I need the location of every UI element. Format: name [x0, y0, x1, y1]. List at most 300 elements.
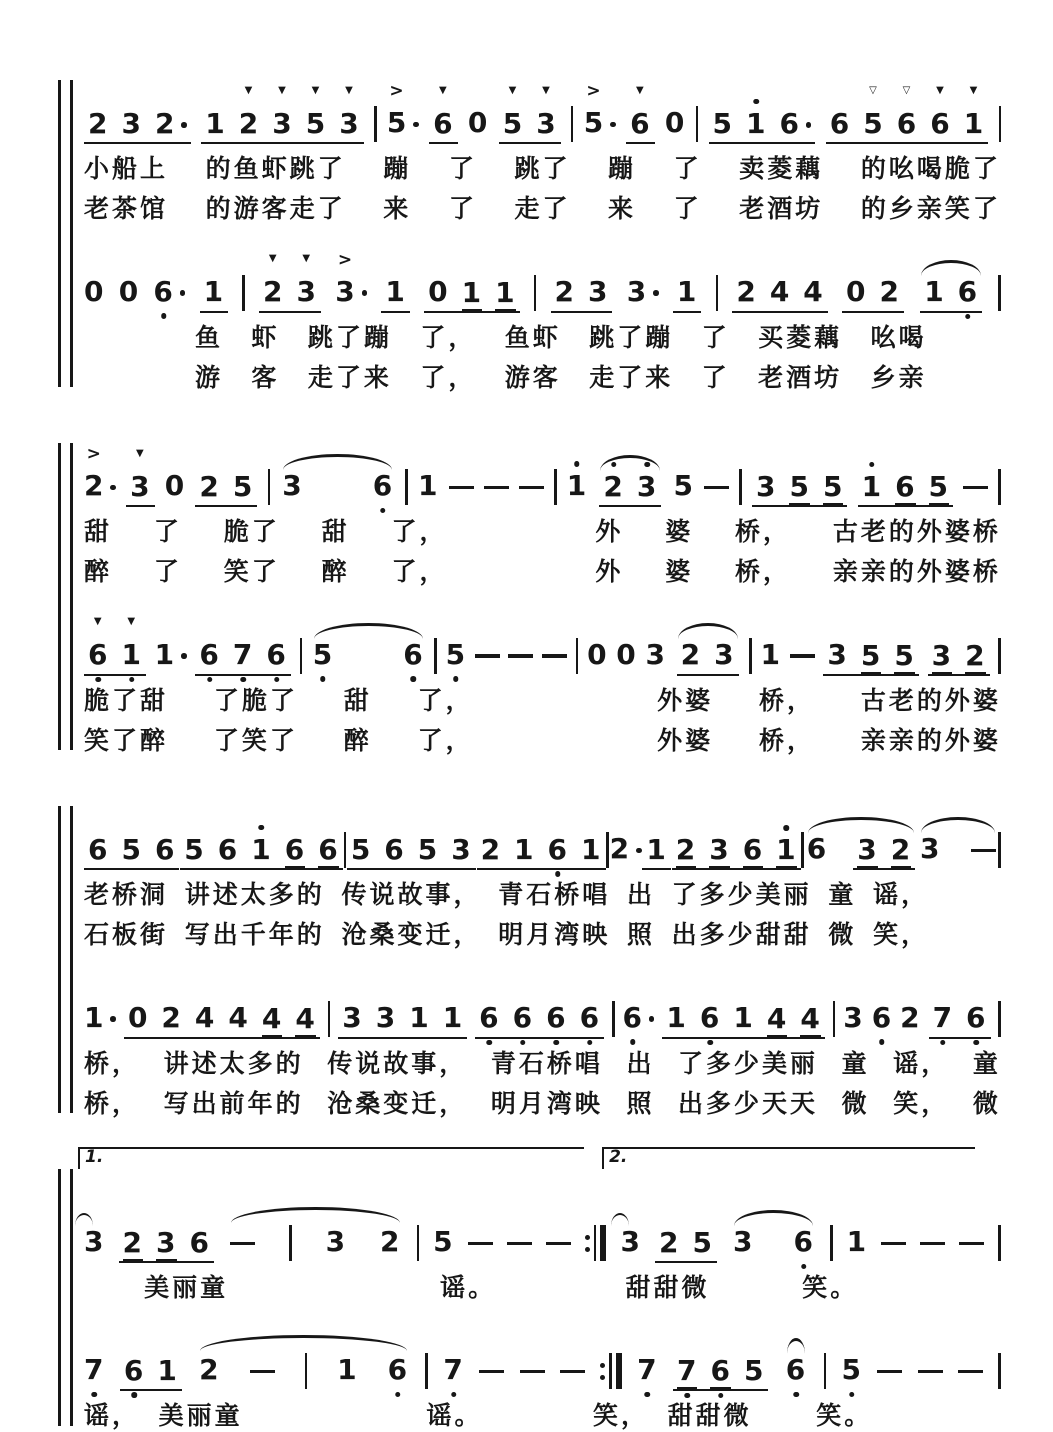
note-digit: 3 [282, 469, 303, 502]
note [372, 469, 394, 507]
lyric-syllable: 醉 [84, 557, 113, 587]
note [385, 275, 406, 311]
barline [576, 638, 579, 674]
dash-sustain [508, 654, 533, 658]
note-digit: 2 [680, 638, 702, 671]
note-digit: 5 [692, 1225, 713, 1259]
note [827, 638, 848, 674]
note [806, 832, 828, 870]
note-digit: 1 [862, 473, 882, 501]
lyric-syllable: 桥， [735, 557, 792, 587]
barline [374, 106, 377, 142]
repeat-dot-icon [585, 1247, 590, 1252]
note-digit: 1 [417, 469, 439, 502]
note-digit: 1 [776, 836, 796, 864]
lyric-spacer [946, 919, 1001, 920]
note [920, 832, 941, 870]
lyric-spacer [955, 322, 1001, 323]
slur-span [918, 832, 997, 870]
note [199, 638, 220, 674]
note-digit: 1 [157, 1353, 178, 1387]
lyric-syllable: 传说故事， [341, 880, 482, 909]
augmentation-dot-icon [610, 122, 616, 128]
octave-dot-below-icon [395, 1392, 401, 1398]
volta-bracket-1 [78, 1147, 584, 1169]
note-digit: 3 [342, 1001, 363, 1034]
lyric-syllable: 游 [194, 362, 223, 392]
lyric-syllable: 了， [417, 725, 474, 755]
note [122, 1226, 144, 1261]
note-digit: 1 [514, 832, 535, 866]
dash-sustain [881, 1242, 906, 1246]
note-digit: 3 ▼ [272, 84, 293, 140]
note [637, 1353, 658, 1391]
system-4 [84, 1145, 1001, 1432]
octave-dot-below-icon [554, 1040, 560, 1046]
lyrics-line [84, 919, 1001, 950]
note-digit: 3 [156, 1226, 177, 1259]
lyric-syllable: 外 [595, 517, 624, 546]
note-digit: 1 [409, 1001, 430, 1034]
lyric-syllable: 脆了 [223, 517, 280, 546]
note-digit: 3 [755, 469, 777, 503]
note [676, 1354, 698, 1389]
octave-dot-above-icon [753, 99, 759, 105]
note [636, 469, 658, 506]
note [164, 469, 186, 507]
staccato-mark-icon: ▼ [969, 84, 979, 96]
note [581, 832, 602, 869]
note-digit: 2 ▼ [238, 84, 260, 140]
note [603, 469, 624, 506]
volta-label: 2. [609, 1147, 628, 1167]
beam-group [195, 469, 257, 508]
note [963, 84, 985, 143]
lyric-syllable: 了 [448, 154, 477, 183]
lyric-spacer [84, 322, 167, 323]
note [295, 1001, 316, 1037]
note-digit: 2 [675, 833, 697, 866]
barline [998, 275, 1001, 311]
note [282, 469, 303, 507]
octave-dot-below-icon [274, 677, 280, 683]
score [84, 56, 1001, 1432]
barline [824, 1353, 827, 1389]
dash-sustain [790, 654, 815, 658]
note-digit: 3 [645, 637, 666, 671]
dash-sustain [560, 1370, 585, 1374]
lyrics-line [84, 1048, 1001, 1079]
system-3 [84, 782, 1001, 1119]
note-digit: 2 [554, 275, 575, 308]
note-digit: 1 [251, 836, 271, 864]
note-digit: 6 [622, 1004, 642, 1032]
note-digit: 5 [894, 638, 915, 672]
system-2 [84, 419, 1001, 756]
note-digit: 1 [495, 275, 516, 309]
octave-dot-below-icon [718, 1393, 724, 1399]
note [793, 1225, 814, 1263]
note-digit: 6 [88, 832, 109, 866]
note [547, 832, 569, 869]
lyric-syllable: 外婆 [657, 725, 714, 755]
repeat-thick-bar [600, 1225, 606, 1261]
note [154, 637, 187, 676]
lyric-spacer [84, 362, 167, 363]
note-digit: 0 [118, 274, 140, 308]
dash-sustain [542, 654, 567, 658]
dash-sustain [920, 1242, 945, 1246]
lyric-syllable: 了， [420, 322, 477, 352]
note [84, 1000, 116, 1039]
note [384, 832, 405, 869]
note [512, 1001, 534, 1037]
barline [268, 469, 271, 505]
system-1 [84, 56, 1001, 393]
note-digit: 5 > [386, 81, 408, 139]
octave-dot-below-icon [451, 1392, 457, 1398]
note-digit: 6 [199, 641, 219, 669]
octave-dot-below-icon [645, 1392, 651, 1398]
note-digit: 5 [232, 469, 254, 503]
note [712, 106, 733, 143]
note [199, 1353, 220, 1391]
lyric-syllable: 亲亲的外婆 [860, 725, 1001, 755]
lyric-syllable: 桥， [735, 517, 792, 546]
note [88, 832, 109, 869]
staccato-mark-icon: ▼ [244, 84, 254, 96]
lyric-spacer [520, 685, 612, 686]
beam-group [677, 638, 739, 676]
note-digit: 3 [733, 1225, 754, 1258]
repeat-dots-icon [585, 1235, 590, 1252]
lyric-syllable: 甜甜微 [625, 1273, 710, 1302]
slur-span [228, 1225, 402, 1263]
octave-dot-above-icon [869, 462, 875, 468]
note [776, 833, 797, 868]
note [879, 275, 900, 311]
staccato-mark-icon: ▼ [542, 84, 551, 96]
note-digit: 6 [284, 833, 306, 866]
lyric-syllable: 了脆了 [213, 685, 298, 715]
note-digit: 4 [261, 1001, 283, 1035]
lyric-syllable: 鱼虾 [504, 322, 561, 352]
note [861, 469, 883, 506]
lyric-syllable: 写出千年的 [184, 920, 325, 950]
barline [289, 1225, 292, 1261]
lyric-syllable: 外婆 [657, 685, 714, 715]
slur-span [280, 469, 395, 507]
note [461, 275, 483, 311]
note [895, 470, 916, 505]
repeat-end-sign [585, 1225, 607, 1261]
barline [434, 638, 437, 674]
note-digit: 0 [616, 637, 637, 671]
note [736, 275, 757, 311]
note [924, 275, 945, 311]
lyric-syllable: 了 [673, 154, 702, 183]
note [894, 638, 915, 674]
beam-group [200, 275, 228, 313]
lyric-syllable: 来 [383, 194, 412, 224]
augmentation-dot-icon [110, 485, 116, 491]
lyric-syllable: 了多少美丽 [671, 880, 812, 909]
notation-line [84, 225, 1001, 313]
octave-dot-below-icon [91, 1392, 97, 1398]
note-digit: 2 [609, 832, 631, 865]
note-digit: 4 [228, 1001, 249, 1034]
slur-span [731, 1225, 816, 1263]
lyrics-line [84, 879, 1001, 910]
barline [801, 832, 804, 868]
note [433, 84, 454, 143]
note-digit: 5 ▼ [305, 84, 327, 140]
note-digit: 6 [710, 1357, 730, 1385]
lyric-syllable: 桥， [84, 1088, 141, 1118]
barline [998, 1225, 1001, 1261]
lyric-syllable: 买菱藕 [758, 322, 843, 352]
dash-sustain [959, 1242, 984, 1246]
note [514, 832, 535, 869]
volta-bracket-2 [602, 1147, 975, 1169]
lyrics-line [84, 362, 1001, 393]
lyric-syllable: 的吆喝脆了 [860, 154, 1001, 183]
note-digit: 7 [443, 1356, 463, 1384]
lyric-syllable: 出多少天天 [678, 1088, 819, 1118]
note-digit: 1 [385, 275, 406, 308]
staccato-mark-icon: ▼ [508, 84, 518, 96]
staccato-mark-icon: ▼ [136, 447, 145, 459]
note [932, 1001, 954, 1037]
lyric-syllable: 的鱼虾跳了 [205, 154, 346, 183]
note-digit: 1 [846, 1225, 868, 1258]
note-digit: 5 ▼ [502, 84, 524, 140]
note-digit: 6 ▼ [930, 84, 951, 140]
note-digit: 2 [736, 275, 757, 308]
lyric-syllable: 卖菱藕 [739, 154, 824, 183]
augmentation-dot-icon [413, 122, 419, 128]
note [121, 616, 142, 674]
dash-sustain [230, 1242, 255, 1246]
lyric-syllable: 照 [626, 920, 655, 950]
note-digit: 5 [313, 641, 333, 669]
note-digit: 6 [189, 1225, 210, 1259]
note [433, 1225, 454, 1263]
slur-span [675, 638, 741, 676]
lyric-syllable: 客 [251, 362, 280, 392]
lyric-syllable: 讲述太多的 [184, 880, 325, 909]
barline [998, 832, 1001, 868]
lyric-spacer [946, 879, 1001, 880]
barline [344, 832, 347, 868]
staccato-mark-icon: ▼ [268, 253, 278, 264]
barline [830, 1225, 833, 1261]
lyric-syllable: 微 [841, 1088, 870, 1118]
note-digit: 5 [417, 832, 439, 866]
octave-dot-above-icon [644, 462, 650, 468]
accent-mark-icon: > [389, 81, 405, 101]
system-bracket [58, 806, 73, 1113]
note-digit: 6 [266, 641, 286, 669]
dash-sustain [507, 1242, 532, 1246]
note-digit: 6 [153, 278, 173, 306]
lyric-syllable: 跳了蹦 [589, 322, 674, 352]
lyric-spacer [501, 1400, 574, 1401]
beam-group [259, 253, 321, 313]
dash-sustain [479, 1370, 504, 1374]
lyric-spacer [252, 1272, 417, 1273]
note-digit: 0 [467, 106, 489, 139]
note-digit: 1 [337, 1353, 358, 1387]
dash-sustain [704, 486, 729, 490]
lyric-syllable: 笑了 [223, 557, 280, 587]
lyric-syllable: 桥， [759, 725, 816, 755]
dash-sustain [971, 849, 996, 853]
barline [242, 275, 245, 311]
lyric-syllable: 谣， [84, 1401, 141, 1431]
note [386, 81, 419, 144]
octave-dot-below-icon [587, 1040, 593, 1046]
note-digit: 2 [965, 638, 986, 672]
barline [739, 469, 742, 505]
lyric-spacer [489, 516, 553, 517]
note-digit: 3 [121, 106, 142, 140]
note [84, 444, 116, 507]
note [800, 1001, 821, 1037]
note-digit: 3 [451, 832, 472, 866]
note [157, 1353, 178, 1390]
note-digit: 5 ▽ [863, 84, 884, 140]
lyric-syllable: 桥， [84, 1048, 141, 1078]
note [931, 638, 953, 674]
note [380, 1225, 401, 1263]
beam-group [920, 275, 982, 313]
octave-dot-below-icon [411, 676, 417, 682]
barline [998, 1001, 1001, 1037]
note [417, 832, 439, 869]
note-digit: 5 > [583, 81, 605, 139]
note-digit: 4 [295, 1001, 316, 1035]
augmentation-dot-icon [110, 1016, 116, 1022]
note [266, 638, 287, 674]
beam-group [551, 275, 613, 313]
octave-dot-below-icon [965, 314, 971, 320]
octave-dot-below-icon [793, 1392, 799, 1398]
lyric-syllable: 走了 [514, 194, 571, 224]
note [966, 1001, 987, 1037]
staccato-mark-icon: ▼ [93, 616, 103, 627]
note-digit: 2 [603, 473, 623, 501]
note [184, 832, 205, 869]
beam-group [475, 1001, 604, 1039]
note-digit: 6 [779, 106, 800, 140]
slur-span [597, 469, 663, 508]
note-digit: 3 [588, 275, 609, 308]
barline [305, 1353, 308, 1389]
barline [749, 638, 752, 674]
lyric-syllable: 甜 [321, 517, 350, 546]
note [742, 833, 764, 868]
note-digit: 5 [860, 638, 882, 672]
note [325, 1225, 347, 1263]
lyric-syllable: 了笑了 [213, 725, 298, 755]
staccato-mark-icon: ▼ [936, 84, 945, 96]
note [194, 1001, 216, 1037]
note-digit: 6 [872, 1004, 892, 1032]
lyrics-line [84, 193, 1001, 224]
lyrics-line [84, 1400, 1001, 1431]
barline [612, 1001, 615, 1037]
note [803, 275, 824, 311]
note [733, 1001, 754, 1037]
note [217, 832, 239, 869]
beam-group [126, 447, 154, 508]
lyric-syllable: 婆 [665, 517, 694, 546]
octave-dot-below-icon [487, 1040, 493, 1046]
note [350, 832, 372, 869]
note-digit: 3 ▼ [296, 253, 317, 308]
note-digit: 2 [161, 1001, 182, 1034]
note-digit: 2 [88, 106, 109, 140]
note [680, 638, 702, 674]
note-digit: 3 [857, 833, 878, 866]
note [263, 253, 284, 311]
beam-group [673, 275, 701, 313]
note [676, 275, 698, 311]
note [659, 1225, 680, 1262]
note [957, 275, 979, 311]
note [630, 84, 651, 143]
note-digit: 6 [806, 832, 828, 865]
lyric-syllable: 亲亲的外婆桥 [832, 557, 1001, 587]
note [846, 1225, 868, 1263]
note [841, 1353, 862, 1391]
note-digit: 3 [84, 1225, 105, 1258]
lyric-syllable: 了 [701, 362, 730, 392]
note-digit: 6 [829, 106, 851, 140]
note [609, 832, 642, 870]
octave-dot-below-icon [380, 508, 386, 514]
notation-line [84, 588, 1001, 676]
note [566, 469, 588, 507]
note [335, 249, 367, 313]
note-digit: 2 > [84, 444, 105, 502]
note [467, 106, 489, 144]
barline [998, 1353, 1001, 1389]
lyric-syllable: 了 [701, 322, 730, 352]
lyric-syllable: 童 [972, 1048, 1001, 1078]
repeat-dot-icon [585, 1235, 590, 1240]
note [417, 469, 439, 507]
note [251, 832, 272, 869]
barline [696, 106, 699, 142]
note [930, 84, 951, 143]
octave-dot-above-icon [574, 461, 580, 467]
note-digit: 3 [375, 1001, 397, 1034]
note [84, 1353, 105, 1391]
beam-group [84, 832, 179, 871]
note [451, 832, 472, 869]
note-digit: 2 [122, 1226, 144, 1259]
note-digit: 5 [350, 832, 372, 866]
beam-group [928, 638, 990, 676]
note-digit: 6 [580, 1004, 600, 1032]
augmentation-dot-icon [180, 290, 186, 296]
note-digit: 1 [461, 275, 483, 309]
dash-sustain [449, 486, 474, 490]
lyric-syllable: 老酒坊 [739, 194, 824, 224]
lyric-spacer [770, 1400, 798, 1401]
